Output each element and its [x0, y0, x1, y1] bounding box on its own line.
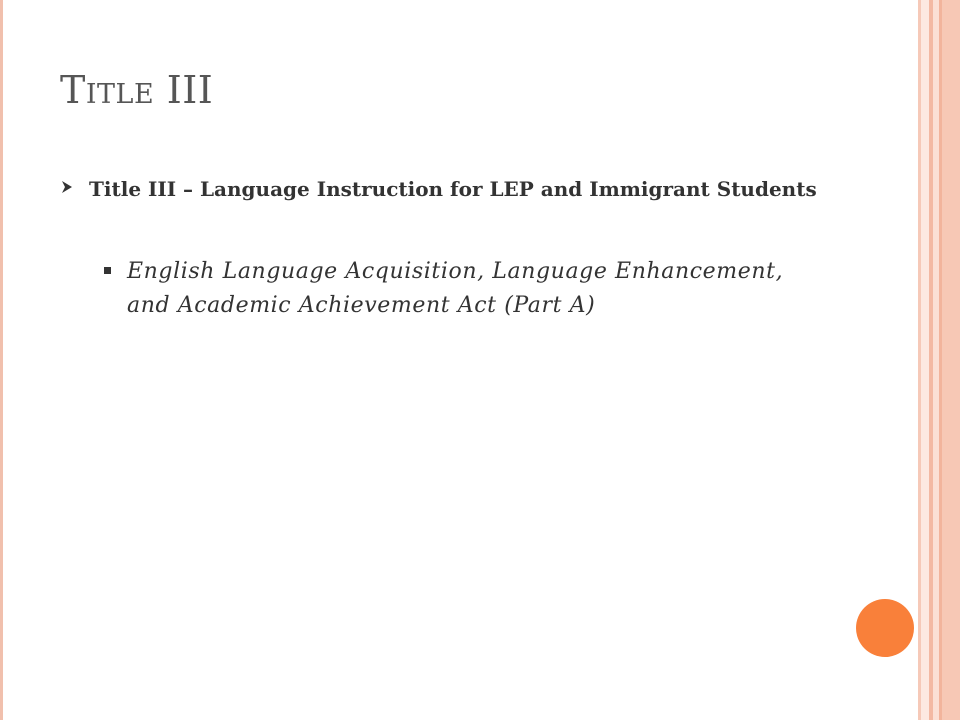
stripe [942, 0, 960, 720]
square-bullet-icon [104, 267, 111, 274]
sub-bullet-text: English Language Acquisition, Language Enhancement, and Academic Achievement Act (Part A) [127, 259, 784, 318]
sub-bullet-item [104, 255, 824, 323]
bullet-text: Title III – Language Instruction for LEP and Immigrant Students [89, 177, 817, 201]
left-border [0, 0, 3, 720]
bullet-item [60, 174, 820, 204]
stripe [921, 0, 929, 720]
slide-title: Title III [60, 68, 214, 112]
decorative-stripes [918, 0, 960, 720]
arrowhead-bullet-icon [60, 180, 74, 194]
accent-circle [856, 599, 914, 657]
